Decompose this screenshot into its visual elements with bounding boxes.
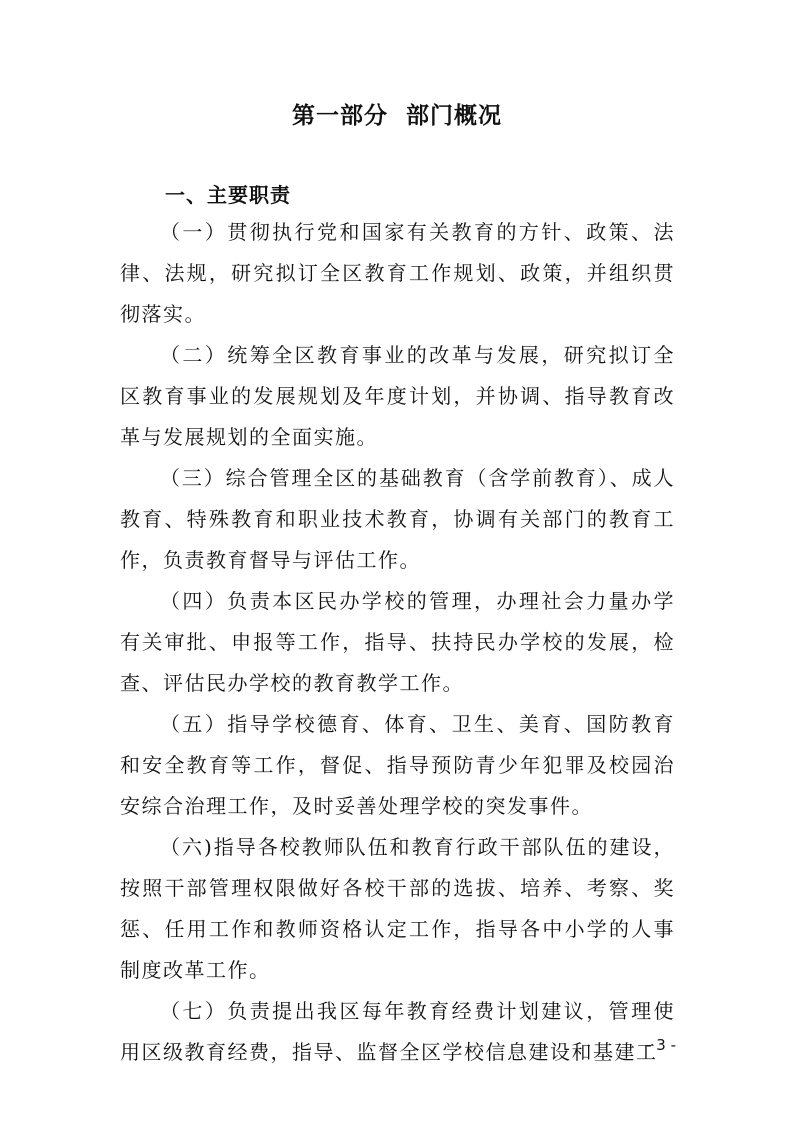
- paragraph-duty-5: （五）指导学校德育、体育、卫生、美育、国防教育和安全教育等工作，督促、指导预防青少年犯罪及校园治安综合治理工作，及时妥善处理学校的突发事件。: [120, 712, 675, 818]
- paragraph-duty-4: （四）负责本区民办学校的管理，办理社会力量办学有关审批、申报等工作，指导、扶持民办学校的发展，检查、评估民办学校的教育教学工作。: [120, 589, 675, 695]
- page-number: - 3 -: [646, 1036, 676, 1054]
- paragraph-duty-6: （六)指导各校教师队伍和教育行政干部队伍的建设，按照干部管理权限做好各校干部的选拔、培养、考察、奖惩、任用工作和教师资格认定工作，指导各中小学的人事制度改革工作。: [120, 835, 675, 982]
- section-heading: 一、主要职责: [165, 183, 291, 207]
- paragraph-duty-1: （一）贯彻执行党和国家有关教育的方针、政策、法律、法规，研究拟订全区教育工作规划、政策，并组织贯彻落实。: [120, 220, 675, 326]
- paragraph-duty-3: （三）综合管理全区的基础教育（含学前教育）、成人教育、特殊教育和职业技术教育，协调有关部门的教育工作，负责教育督导与评估工作。: [120, 466, 675, 572]
- page-title: 第一部分 部门概况: [291, 103, 502, 129]
- paragraph-duty-7: （七）负责提出我区每年教育经费计划建议，管理使用区级教育经费，指导、监督全区学校信息建设和基建工: [120, 999, 675, 1064]
- body-text: [120, 212, 675, 1073]
- paragraph-duty-2: （二）统筹全区教育事业的改革与发展，研究拟订全区教育事业的发展规划及年度计划，并协调、指导教育改革与发展规划的全面实施。: [120, 343, 675, 449]
